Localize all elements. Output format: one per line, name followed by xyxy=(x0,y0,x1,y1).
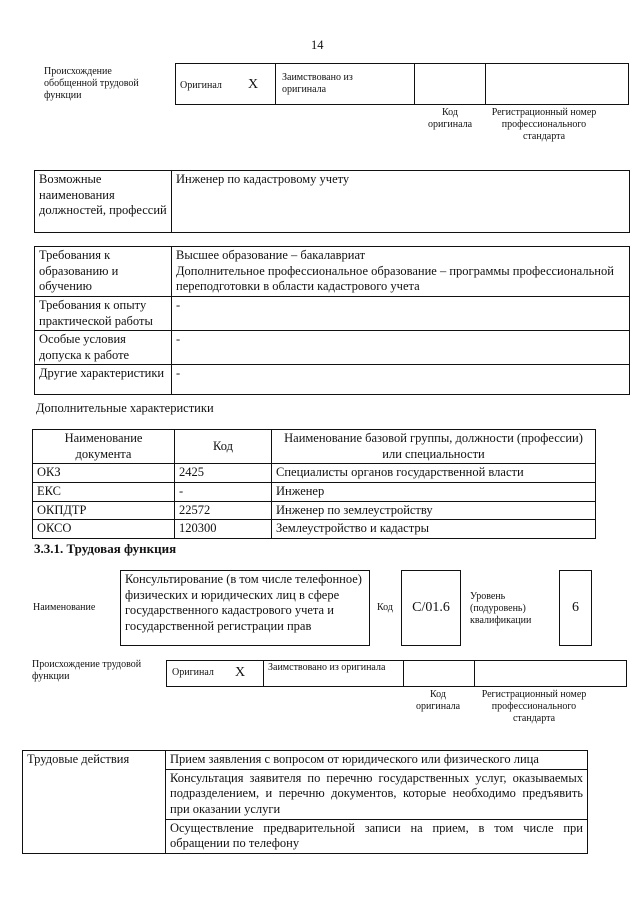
original-mark: X xyxy=(248,77,259,92)
positions-label: Возможные наименования должностей, профессий xyxy=(35,171,172,233)
additional-header-name: Наименование базовой группы, должности (профессии) или специальности xyxy=(272,430,596,464)
table-row-name: Инженер по землеустройству xyxy=(272,501,596,520)
req-other-label: Другие характеристики xyxy=(35,365,172,395)
table-row-code: 2425 xyxy=(175,464,272,483)
additional-heading: Дополнительные характеристики xyxy=(36,401,214,415)
table-row-doc: ОКСО xyxy=(33,520,175,539)
table-row-doc: ОКЗ xyxy=(33,464,175,483)
original-label: Оригинал xyxy=(180,80,222,91)
code-label: Код xyxy=(377,602,393,613)
table-row-name: Инженер xyxy=(272,482,596,501)
action-item: Прием заявления с вопросом от юридического или физического лица xyxy=(166,751,588,770)
positions-value: Инженер по кадастровому учету xyxy=(172,171,630,233)
req-experience-value: - xyxy=(172,296,630,330)
table-row-code: - xyxy=(175,482,272,501)
additional-header-code: Код xyxy=(175,430,272,464)
req-conditions-label: Особые условия допуска к работе xyxy=(35,331,172,365)
function-name: Консультирование (в том числе телефонное) физических и юридических лиц в сфере государственного кадастрового учета и государственной регистрации прав xyxy=(120,570,370,646)
actions-table xyxy=(22,750,588,854)
reg-number-caption: Регистрационный номер профессионального стандарта xyxy=(491,107,597,142)
page-number: 14 xyxy=(311,38,324,52)
table-row-code: 22572 xyxy=(175,501,272,520)
table-row-name: Землеустройство и кадастры xyxy=(272,520,596,539)
table-row-code: 120300 xyxy=(175,520,272,539)
borrowed-label: Заимствовано из оригинала xyxy=(282,72,353,95)
req-education-value: Высшее образование – бакалавриат Дополнительное профессиональное образование – программы профессиональной переподготовки в области кадастрового учета xyxy=(172,247,630,297)
positions-table xyxy=(34,170,630,233)
table-row-doc: ЕКС xyxy=(33,482,175,501)
name-label: Наименование xyxy=(33,602,96,613)
origin2-label: Происхождение трудовой функции xyxy=(32,659,142,682)
actions-label: Трудовые действия xyxy=(23,751,166,854)
action-item: Консультация заявителя по перечню государственных услуг, оказываемых подразделением, и перечню документов, которые необходимо предъявить при оказании услуги xyxy=(166,769,588,819)
origin-label: Происхождение обобщенной трудовой функции xyxy=(44,66,139,101)
additional-header-doc: Наименование документа xyxy=(33,430,175,464)
borrowed2-label: Заимствовано из оригинала xyxy=(268,662,386,673)
code-original-caption: Код оригинала xyxy=(427,107,473,130)
req-other-value: - xyxy=(172,365,630,395)
additional-table xyxy=(32,429,596,539)
function-code: С/01.6 xyxy=(401,570,461,646)
level-label: Уровень (подуровень) квалификации xyxy=(470,591,532,626)
original2-mark: X xyxy=(235,665,246,680)
reg-number2-caption: Регистрационный номер профессионального стандарта xyxy=(481,689,587,724)
origin-box xyxy=(175,63,629,105)
table-row-name: Специалисты органов государственной власти xyxy=(272,464,596,483)
requirements-table xyxy=(34,246,630,395)
code-original2-caption: Код оригинала xyxy=(415,689,461,712)
level-value: 6 xyxy=(559,570,592,646)
action-item: Осуществление предварительной записи на прием, в том числе при обращении по телефону xyxy=(166,819,588,853)
req-experience-label: Требования к опыту практической работы xyxy=(35,296,172,330)
req-education-label: Требования к образованию и обучению xyxy=(35,247,172,297)
section-heading: 3.3.1. Трудовая функция xyxy=(34,541,177,556)
req-conditions-value: - xyxy=(172,331,630,365)
table-row-doc: ОКПДТР xyxy=(33,501,175,520)
original2-label: Оригинал xyxy=(172,667,214,678)
